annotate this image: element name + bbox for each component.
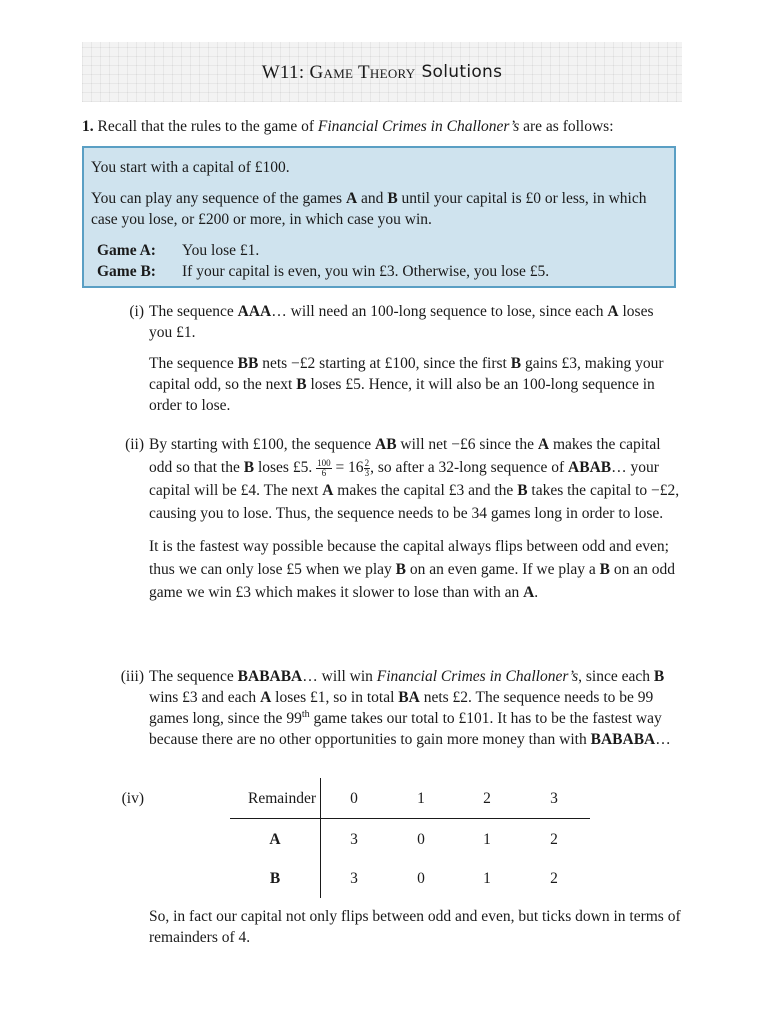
game-b-rule: Game B: If your capital is even, you win £3. Otherwise, you lose £5.	[97, 263, 550, 280]
table-cell: 1	[483, 870, 491, 887]
table-cell: 0	[417, 870, 425, 887]
rules-box	[82, 146, 676, 288]
table-header-label: Remainder	[247, 790, 316, 807]
row-label: A	[269, 831, 281, 848]
part-ii-p2: It is the fastest way possible because the capital always flips between odd and even; thus we can only lose £5 when we play B on an even game. If we play a B on an odd game we win £3 which makes it slower to lose than with an A.	[149, 538, 676, 601]
games-list	[97, 240, 667, 282]
column-header: 1	[417, 790, 425, 807]
part-i-p2: The sequence BB nets −£2 starting at £100, since the first B gains £3, making your capital odd, so the next B loses £5. Hence, it will also be an 100-long sequence in order to lose.	[149, 355, 664, 414]
title-code: W11:	[261, 61, 305, 83]
part-i	[100, 301, 680, 416]
intro-text: Recall that the rules to the game of	[97, 118, 314, 135]
part-ii-p1: By starting with £100, the sequence AB will net −£6 since the A makes the capital odd so that the B loses £5. $\frac{100}{6}$ = 16 $\frac{2}{3}$ , so after a 32-long sequence of ABAB… your capital will be £4. The next A makes the capital £3 and the B takes the capital to −£2, causing you to lose. Thus, the sequence needs to be 34 games long in order to lose.	[149, 436, 680, 522]
title-label: Solutions	[421, 61, 503, 82]
part-number: (iii)	[120, 668, 144, 685]
mixed-fraction: $\frac{2}{3}$	[364, 457, 370, 478]
table-cell: 1	[483, 831, 491, 848]
part-iii	[100, 666, 680, 750]
row-label: B	[269, 870, 281, 887]
table-cell: 2	[550, 831, 558, 848]
table-cell: 2	[550, 870, 558, 887]
part-ii	[100, 433, 680, 604]
fraction: $\frac{100}{6}$	[317, 457, 331, 478]
question-intro	[82, 116, 692, 137]
table-cell: 3	[350, 831, 358, 848]
part-i-p1: The sequence AAA… will need an 100-long sequence to lose, since each A loses you £1.	[149, 303, 654, 341]
column-header: 2	[483, 790, 491, 807]
table-cell: 3	[350, 870, 358, 887]
intro-text-end: are as follows:	[523, 118, 614, 135]
table-vertical-rule	[320, 778, 321, 898]
table-horizontal-rule	[230, 818, 590, 819]
question-number: 1.	[82, 118, 94, 135]
part-iii-p1: The sequence BABABA… will win Financial Crimes in Challoner’s, since each B wins £3 and each A loses £1, so in total BA nets £2. The sequence needs to be 99 games long, since the 99th game takes our total to £101. It has to be the fastest way because there are no other opportunities to gain more money than with BABABA…	[149, 668, 671, 748]
part-number: (iv)	[121, 790, 144, 807]
part-number: (i)	[129, 303, 144, 320]
column-header: 3	[550, 790, 558, 807]
remainder-table	[230, 778, 590, 898]
column-header: 0	[350, 790, 358, 807]
part-number: (ii)	[125, 436, 144, 453]
game-a-rule: Game A: You lose £1.	[97, 242, 260, 259]
rule-start: You start with a capital of £100.	[91, 159, 290, 176]
part-iv-conclusion: So, in fact our capital not only flips between odd and even, but ticks down in terms of remainders of 4.	[149, 908, 681, 946]
rule-play: You can play any sequence of the games A and B until your capital is £0 or less, in which case you lose, or £200 or more, in which case you win.	[91, 190, 647, 228]
table-cell: 0	[417, 831, 425, 848]
game-title: Financial Crimes in Challoner’s	[317, 118, 520, 135]
title-banner	[82, 42, 682, 102]
title-topic: Game Theory	[309, 61, 416, 83]
